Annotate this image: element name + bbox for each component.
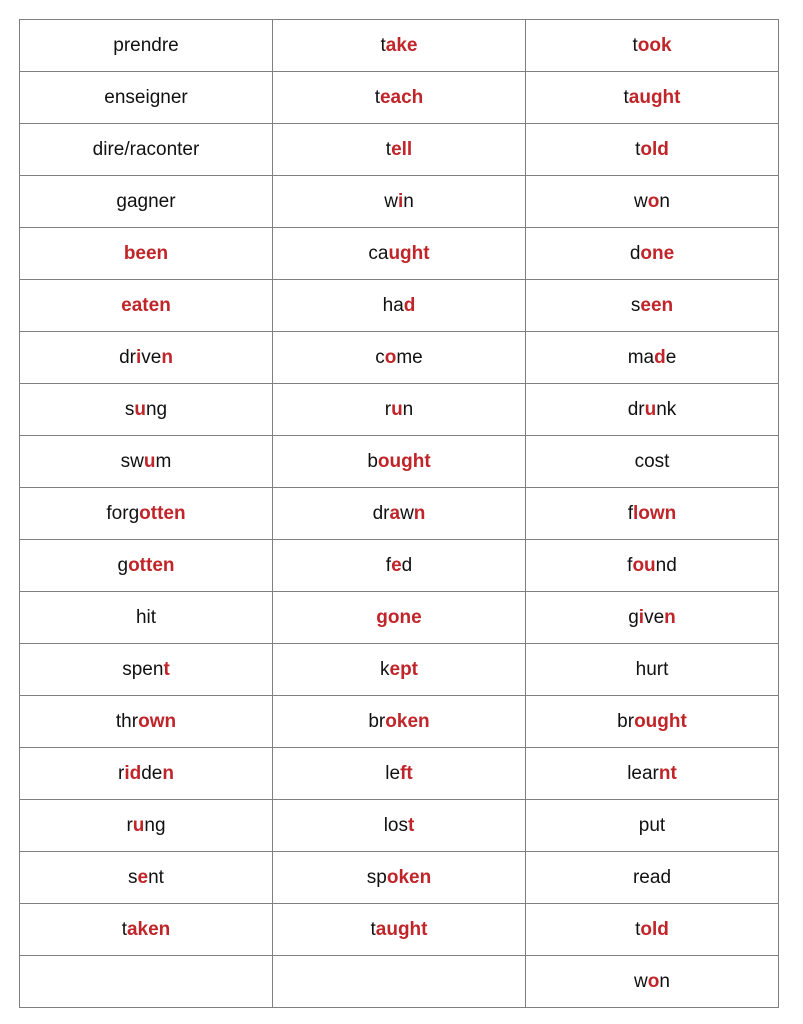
past-simple-cell [273,332,526,384]
past-participle-cell [526,436,779,488]
word-text: hurt [635,658,669,680]
infinitive-cell [20,488,273,540]
word-text: s [128,866,138,888]
word-text: f [385,554,392,576]
table-row [20,228,779,280]
highlighted-letters: n [161,346,173,368]
past-simple-cell [273,956,526,1008]
infinitive-cell [20,748,273,800]
infinitive-cell [20,852,273,904]
past-simple-cell [273,72,526,124]
word-text: ng [144,814,166,836]
table-row [20,956,779,1008]
table-row [20,748,779,800]
word-text: nt [148,866,164,888]
highlighted-letters: old [640,138,669,160]
past-participle-cell [526,488,779,540]
word-text: r [118,762,125,784]
highlighted-letters: t [163,658,170,680]
highlighted-letters: been [123,242,169,264]
infinitive-cell [20,436,273,488]
highlighted-letters: eaten [121,294,171,316]
table-row [20,384,779,436]
table-row [20,280,779,332]
word-text: cost [634,450,670,472]
infinitive-cell [20,228,273,280]
highlighted-letters: d [403,294,416,316]
table-row [20,436,779,488]
table-row [20,696,779,748]
highlighted-letters: i [638,606,645,628]
word-text: prendre [113,34,179,56]
infinitive-cell [20,540,273,592]
word-text: spen [122,658,164,680]
highlighted-letters: u [143,450,156,472]
highlighted-letters: id [124,762,142,784]
highlighted-letters: ought [634,710,687,732]
word-text: ha [382,294,404,316]
infinitive-cell [20,800,273,852]
word-text: dr [372,502,390,524]
word-text: t [380,34,386,56]
infinitive-cell [20,956,273,1008]
highlighted-letters: o [647,970,660,992]
highlighted-letters: d [654,346,666,368]
past-participle-cell [526,72,779,124]
word-text: put [638,814,666,836]
word-text: sw [120,450,144,472]
highlighted-letters: o [647,190,660,212]
infinitive-cell [20,904,273,956]
highlighted-letters: each [379,86,424,108]
word-text: t [370,918,376,940]
highlighted-letters: ought [377,450,431,472]
table-row [20,852,779,904]
highlighted-letters: oken [386,866,432,888]
word-text: t [635,138,641,160]
infinitive-cell [20,72,273,124]
table-row [20,592,779,644]
highlighted-letters: a [389,502,401,524]
highlighted-letters: one [640,242,675,264]
past-participle-cell [526,228,779,280]
word-text: nd [655,554,677,576]
table-row [20,800,779,852]
past-simple-cell [273,124,526,176]
highlighted-letters: ot [139,502,158,524]
past-participle-cell [526,644,779,696]
past-simple-cell [273,540,526,592]
past-simple-cell [273,696,526,748]
table-row [20,72,779,124]
past-participle-cell [526,904,779,956]
word-text: le [385,762,401,784]
highlighted-letters: own [138,710,177,732]
infinitive-cell [20,384,273,436]
word-text: r [384,398,392,420]
highlighted-letters: i [135,346,142,368]
infinitive-cell [20,696,273,748]
highlighted-letters: oken [385,710,430,732]
highlighted-letters: gone [376,606,422,628]
word-text: forg [106,502,140,524]
word-text: w [384,190,398,212]
highlighted-letters: u [132,814,145,836]
word-text: w [400,502,414,524]
past-participle-cell [526,696,779,748]
highlighted-letters: aken [126,918,171,940]
past-participle-cell [526,280,779,332]
past-simple-cell [273,436,526,488]
highlighted-letters: t [407,814,415,836]
highlighted-letters: n [664,606,676,628]
table-row [20,20,779,72]
highlighted-letters: een [640,294,674,316]
highlighted-letters: ten [157,502,186,524]
table-row [20,904,779,956]
word-text: ca [368,242,389,264]
highlighted-letters: ught [388,242,430,264]
word-text: dire/raconter [92,138,200,160]
past-participle-cell [526,800,779,852]
word-text: me [396,346,423,368]
word-text: d [629,242,641,264]
word-text: dr [119,346,136,368]
word-text: s [630,294,641,316]
word-text: thr [115,710,139,732]
word-text: hit [135,606,157,628]
word-text: enseigner [104,86,188,108]
past-participle-cell [526,384,779,436]
irregular-verbs-table [19,19,779,1008]
highlighted-letters: ake [385,34,418,56]
past-simple-cell [273,904,526,956]
word-text: sp [366,866,387,888]
highlighted-letters: ook [637,34,672,56]
word-text: t [632,34,638,56]
word-text: n [659,970,670,992]
past-simple-cell [273,228,526,280]
highlighted-letters: nt [658,762,677,784]
word-text: ve [644,606,665,628]
table-row [20,540,779,592]
past-simple-cell [273,748,526,800]
word-text: los [383,814,408,836]
past-simple-cell [273,280,526,332]
word-text: c [375,346,385,368]
table-row [20,644,779,696]
highlighted-letters: u [134,398,146,420]
infinitive-cell [20,280,273,332]
word-text: t [121,918,127,940]
word-text: n [402,398,414,420]
infinitive-cell [20,176,273,228]
past-participle-cell [526,124,779,176]
word-text: f [627,554,633,576]
infinitive-cell [20,592,273,644]
word-text: f [627,502,633,524]
word-text: br [368,710,386,732]
word-text: br [617,710,635,732]
highlighted-letters: i [397,190,404,212]
highlighted-letters: ten [146,554,175,576]
highlighted-letters: ell [391,138,413,160]
highlighted-letters: ept [389,658,418,680]
past-simple-cell [273,20,526,72]
infinitive-cell [20,20,273,72]
word-text: g [628,606,639,628]
past-simple-cell [273,384,526,436]
table-row [20,176,779,228]
highlighted-letters: n [413,502,426,524]
table-row [20,488,779,540]
highlighted-letters: ou [632,554,656,576]
past-participle-cell [526,20,779,72]
word-text: k [380,658,390,680]
word-text: w [634,970,648,992]
word-text: d [401,554,413,576]
past-participle-cell [526,176,779,228]
table-row [20,124,779,176]
word-text: de [141,762,163,784]
highlighted-letters: u [644,398,657,420]
word-text: n [659,190,670,212]
highlighted-letters: n [162,762,174,784]
highlighted-letters: u [391,398,403,420]
past-participle-cell [526,956,779,1008]
word-text: gagner [116,190,176,212]
word-text: read [632,866,672,888]
past-participle-cell [526,748,779,800]
word-text: e [665,346,677,368]
past-participle-cell [526,540,779,592]
highlighted-letters: aught [375,918,428,940]
infinitive-cell [20,644,273,696]
highlighted-letters: o [384,346,397,368]
word-text: r [126,814,133,836]
word-text: t [385,138,392,160]
infinitive-cell [20,124,273,176]
word-text: s [124,398,135,420]
word-text: b [367,450,378,472]
past-simple-cell [273,592,526,644]
past-simple-cell [273,800,526,852]
word-text: g [117,554,129,576]
word-text: dr [627,398,645,420]
word-text: t [635,918,641,940]
past-simple-cell [273,852,526,904]
highlighted-letters: ft [400,762,413,784]
word-text: ng [145,398,168,420]
word-text: lear [627,762,659,784]
word-text: n [403,190,414,212]
word-text: t [374,86,380,108]
highlighted-letters: old [640,918,669,940]
highlighted-letters: aught [628,86,681,108]
verb-table-body [20,20,779,1008]
word-text: m [155,450,172,472]
past-simple-cell [273,644,526,696]
past-participle-cell [526,592,779,644]
table-row [20,332,779,384]
past-participle-cell [526,852,779,904]
highlighted-letters: lown [633,502,677,524]
word-text: t [623,86,629,108]
word-text: ma [627,346,655,368]
past-participle-cell [526,332,779,384]
highlighted-letters: e [391,554,402,576]
past-simple-cell [273,176,526,228]
word-text: nk [656,398,677,420]
highlighted-letters: e [137,866,149,888]
word-text: ve [141,346,162,368]
infinitive-cell [20,332,273,384]
past-simple-cell [273,488,526,540]
word-text: w [634,190,648,212]
highlighted-letters: ot [128,554,146,576]
